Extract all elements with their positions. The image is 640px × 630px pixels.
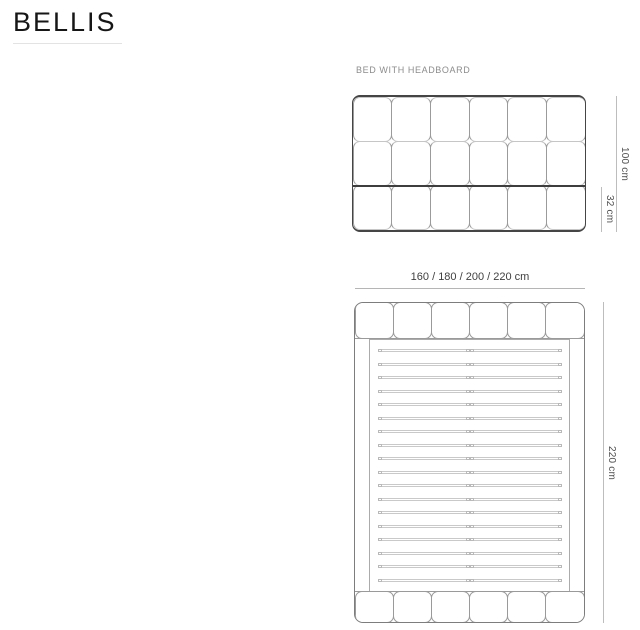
- slat-holder: [378, 471, 382, 474]
- slat-holder: [470, 471, 474, 474]
- headboard-strip: [355, 303, 584, 339]
- slat: [378, 525, 562, 528]
- slat: [378, 403, 562, 406]
- headboard-cushion: [391, 185, 431, 230]
- slat-holder: [378, 525, 382, 528]
- headboard-cushion: [469, 185, 509, 230]
- slat: [378, 417, 562, 420]
- headboard-cushion: [430, 185, 470, 230]
- headboard-cushion: [469, 141, 509, 186]
- dimension-label-height: 100 cm: [619, 147, 630, 181]
- headboard-cushion: [546, 141, 586, 186]
- slat-holder: [558, 444, 562, 447]
- slat-holder: [558, 417, 562, 420]
- slat-holder: [558, 403, 562, 406]
- dimension-label-base-height: 32 cm: [604, 195, 615, 224]
- dimension-line-height: [616, 96, 617, 232]
- footboard-segment: [355, 591, 394, 623]
- footboard-segment: [545, 591, 584, 623]
- slat-holder: [558, 471, 562, 474]
- slat-holder: [470, 565, 474, 568]
- headboard-cushion: [391, 97, 431, 142]
- slat-holder: [378, 349, 382, 352]
- slat-holder: [378, 390, 382, 393]
- slat-holder: [558, 457, 562, 460]
- headboard-segment: [507, 302, 546, 339]
- slat-holder: [558, 390, 562, 393]
- footboard-segment: [431, 591, 470, 623]
- slat: [378, 484, 562, 487]
- headboard-cushion: [430, 141, 470, 186]
- logo-underline: [13, 43, 122, 44]
- slat-holder: [558, 538, 562, 541]
- dimension-line-length: [603, 302, 604, 623]
- headboard-segment: [545, 302, 584, 339]
- headboard-cushion: [507, 141, 547, 186]
- slat-holder: [558, 565, 562, 568]
- slat-holder: [470, 525, 474, 528]
- slat-holder: [378, 552, 382, 555]
- slat-holder: [378, 579, 382, 582]
- slat-holder: [470, 484, 474, 487]
- slat-holder: [558, 579, 562, 582]
- slat-holder: [378, 538, 382, 541]
- slat: [378, 579, 562, 582]
- slat-holder: [470, 511, 474, 514]
- headboard-segment: [469, 302, 508, 339]
- headboard-cushion: [391, 141, 431, 186]
- footboard-segment: [469, 591, 508, 623]
- headboard-cushion: [507, 97, 547, 142]
- slat-holder: [470, 498, 474, 501]
- slat-holder: [378, 457, 382, 460]
- slat-holder: [378, 363, 382, 366]
- frame-inner-rect: [369, 339, 571, 592]
- headboard-segment: [393, 302, 432, 339]
- headboard-grid: [353, 97, 585, 230]
- headboard-cushion: [353, 185, 393, 230]
- slat-holder: [470, 552, 474, 555]
- headboard-cushion: [546, 97, 586, 142]
- slat: [378, 430, 562, 433]
- slat: [378, 565, 562, 568]
- slat: [378, 471, 562, 474]
- slat-holder: [558, 498, 562, 501]
- slat: [378, 498, 562, 501]
- dimension-label-width: 160 / 180 / 200 / 220 cm: [410, 271, 530, 283]
- slat: [378, 511, 562, 514]
- slat-holder: [470, 403, 474, 406]
- slat-holder: [558, 376, 562, 379]
- headboard-base-divider: [352, 185, 586, 187]
- slat-holder: [378, 403, 382, 406]
- headboard-cushion: [353, 97, 393, 142]
- headboard-cushion: [507, 185, 547, 230]
- slat: [378, 376, 562, 379]
- footboard-strip: [355, 591, 584, 622]
- headboard-cushion: [353, 141, 393, 186]
- footboard-segment: [507, 591, 546, 623]
- slat-holder: [470, 376, 474, 379]
- headboard-cushion: [546, 185, 586, 230]
- brand-logo-text: BELLIS: [13, 7, 117, 37]
- slat-holder: [378, 444, 382, 447]
- slat-holder: [470, 417, 474, 420]
- slat-holder: [378, 430, 382, 433]
- slat-area: [370, 340, 570, 591]
- slat-holder: [470, 538, 474, 541]
- slat-holder: [470, 349, 474, 352]
- dimension-line-base-height: [601, 187, 602, 232]
- figure-title: BED WITH HEADBOARD: [356, 65, 471, 75]
- slat-holder: [470, 579, 474, 582]
- headboard-front-view: [352, 95, 586, 232]
- slat-holder: [558, 525, 562, 528]
- slat-holder: [378, 484, 382, 487]
- slat-holder: [558, 349, 562, 352]
- bed-top-view: [354, 302, 585, 623]
- headboard-cushion: [430, 97, 470, 142]
- slat: [378, 444, 562, 447]
- headboard-segment: [431, 302, 470, 339]
- slat-holder: [558, 552, 562, 555]
- slat-holder: [378, 376, 382, 379]
- slat: [378, 457, 562, 460]
- headboard-segment: [355, 302, 394, 339]
- slat-holder: [558, 363, 562, 366]
- slat-holder: [470, 444, 474, 447]
- slat: [378, 552, 562, 555]
- slat-holder: [378, 498, 382, 501]
- slat: [378, 538, 562, 541]
- slat-holder: [470, 390, 474, 393]
- footboard-segment: [393, 591, 432, 623]
- slat-holder: [558, 484, 562, 487]
- slat-holder: [558, 430, 562, 433]
- slat-holder: [378, 565, 382, 568]
- slat: [378, 390, 562, 393]
- slat-holder: [378, 417, 382, 420]
- headboard-cushion: [469, 97, 509, 142]
- slat: [378, 363, 562, 366]
- slat: [378, 349, 562, 352]
- dimension-label-length: 220 cm: [606, 445, 617, 480]
- slat-holder: [378, 511, 382, 514]
- brand-logo: [13, 8, 122, 44]
- slat-holder: [470, 430, 474, 433]
- slat-holder: [558, 511, 562, 514]
- dimension-line-width: [355, 288, 585, 289]
- slat-holder: [470, 457, 474, 460]
- slat-holder: [470, 363, 474, 366]
